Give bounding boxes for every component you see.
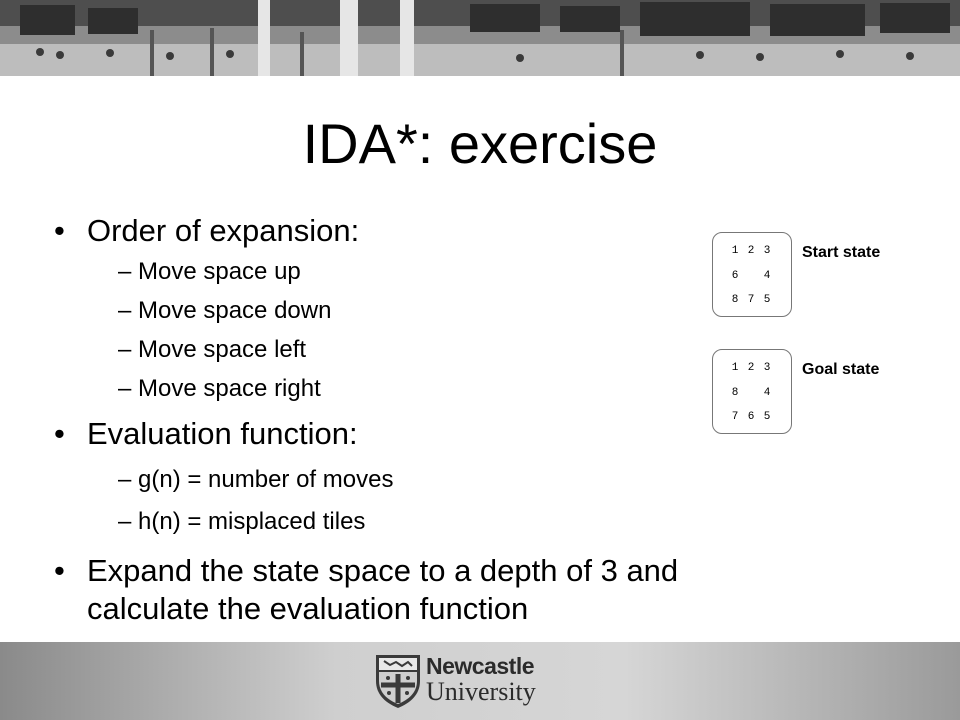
puzzle-row	[713, 270, 791, 284]
puzzle-tile: 6	[747, 411, 755, 423]
slide-title: IDA*: exercise	[302, 112, 658, 175]
puzzle-tile: 1	[731, 245, 739, 257]
puzzle-row	[713, 387, 791, 401]
airport-photo-illustration	[0, 0, 960, 76]
dash-marker: –	[118, 508, 132, 535]
bullet-text: Evaluation function:	[87, 416, 358, 451]
dash-marker: –	[118, 375, 132, 402]
puzzle-row	[713, 411, 791, 425]
puzzle-row	[713, 362, 791, 376]
dash-marker: –	[118, 258, 132, 285]
bullet-marker: •	[54, 213, 65, 248]
sub-item-text: g(n) = number of moves	[138, 466, 394, 493]
bullet-text: Order of expansion:	[87, 213, 360, 248]
sub-item-text: Move space right	[138, 375, 321, 402]
bullet-marker: •	[54, 416, 65, 451]
goal-state-puzzle	[712, 349, 792, 434]
puzzle-tile: 1	[731, 362, 739, 374]
puzzle-tile: 5	[763, 411, 771, 423]
bullet-text-line: calculate the evaluation function	[87, 591, 529, 626]
sub-item-text: h(n) = misplaced tiles	[138, 508, 366, 535]
logo-wordmark-top: Newcastle	[426, 653, 535, 679]
puzzle-tile: 7	[731, 411, 739, 423]
puzzle-tile: 5	[763, 294, 771, 306]
crest-icon	[374, 653, 422, 709]
header-photo-banner	[0, 0, 960, 76]
university-logo	[374, 653, 554, 709]
sub-item-text: Move space up	[138, 258, 301, 285]
puzzle-tile: 6	[731, 270, 739, 282]
sub-item-text: Move space left	[138, 336, 307, 363]
puzzle-row	[713, 245, 791, 259]
sub-item-text: Move space down	[138, 297, 332, 324]
puzzle-tile: 8	[731, 387, 739, 399]
puzzle-tile: 4	[763, 270, 771, 282]
dash-marker: –	[118, 466, 132, 493]
bullet-marker: •	[54, 553, 65, 588]
puzzle-row	[713, 294, 791, 308]
puzzle-tile: 2	[747, 362, 755, 374]
logo-wordmark-bottom: University	[426, 677, 536, 706]
start-state-puzzle	[712, 232, 792, 317]
puzzle-tile: 7	[747, 294, 755, 306]
puzzle-tile: 8	[731, 294, 739, 306]
puzzle-tile: 4	[763, 387, 771, 399]
goal-state-label: Goal state	[802, 361, 880, 378]
puzzle-tile: 3	[763, 245, 771, 257]
start-state-label: Start state	[802, 244, 881, 261]
dash-marker: –	[118, 297, 132, 324]
bullet-text-line: Expand the state space to a depth of 3 and	[87, 553, 679, 588]
dash-marker: –	[118, 336, 132, 363]
puzzle-tile: 2	[747, 245, 755, 257]
puzzle-tile: 3	[763, 362, 771, 374]
